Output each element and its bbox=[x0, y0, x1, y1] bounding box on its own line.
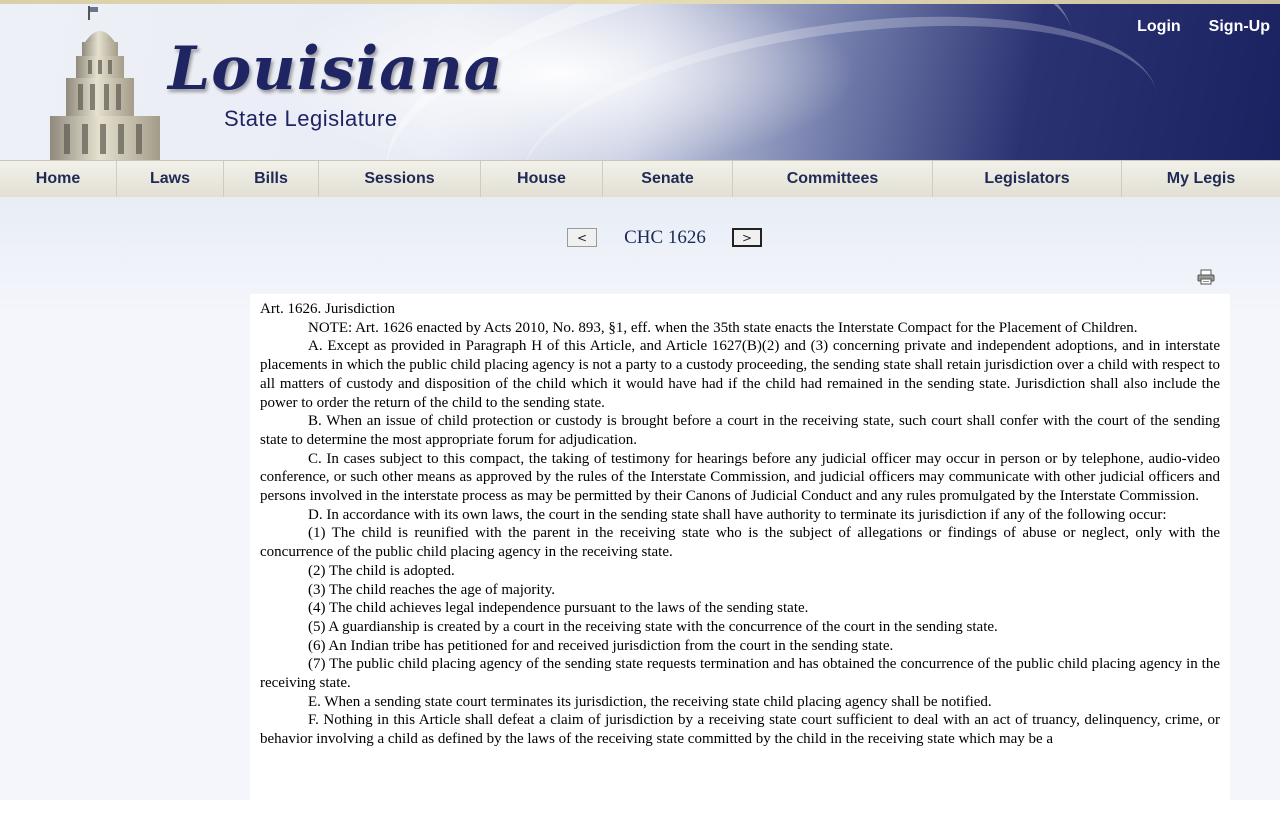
auth-links bbox=[1137, 18, 1270, 36]
paragraph-b: B. When an issue of child protection or custody is brought before a court in the receiving state, such court shall confer with the court of the sending state to determine the most appropriate forum for adjudication. bbox=[260, 413, 1220, 448]
subparagraph-d1: (1) The child is reunified with the parent in the receiving state who is the subject of allegations or findings of abuse or neglect, only with the concurrence of the public child placing agency in the receiving state. bbox=[260, 525, 1220, 561]
nav-my-legis[interactable]: My Legis bbox=[1166, 170, 1236, 187]
signup-link[interactable]: Sign-Up bbox=[1208, 18, 1270, 35]
article-note: NOTE: Art. 1626 enacted by Acts 2010, No. 893, §1, eff. when the 35th state enacts the Interstate Compact for the Placement of Children. bbox=[308, 319, 1138, 336]
nav-bills[interactable]: Bills bbox=[224, 161, 319, 197]
paragraph-a: A. Except as provided in Paragraph H of this Article, and Article 1627(B)(2) and (3) concerning private and independent adoptions, and in interstate placements in which the public child placing agency is not a party to a custody proceeding, the sending state shall retain jurisdiction over a child with respect to all matters of custody and disposition of the child which it would have had if the child had remained in the sending state. Jurisdiction shall also include the power to order the return of the child to the sending state. bbox=[260, 338, 1220, 411]
main-nav bbox=[0, 160, 1280, 198]
next-law-button[interactable]: > bbox=[732, 228, 762, 247]
nav-senate[interactable]: Senate bbox=[603, 161, 733, 197]
previous-law-button[interactable]: < bbox=[567, 228, 597, 247]
nav-committees[interactable]: Committees bbox=[733, 161, 933, 197]
nav-legislators[interactable]: Legislators bbox=[933, 161, 1122, 197]
paragraph-c: C. In cases subject to this compact, the taking of testimony for hearings before any judicial officer may occur in person or by telephone, audio-video conference, or such other means as approved by the rules of the Interstate Commission, and judicial officers may communicate with other judicial officers and persons involved in the interstate process as may be permitted by their Canons of Judicial Conduct and any rules promulgated by the Interstate Commission. bbox=[260, 450, 1220, 505]
subparagraph-d4: (4) The child achieves legal independence pursuant to the laws of the sending state. bbox=[308, 600, 809, 617]
logo-subtitle: State Legislature bbox=[224, 106, 398, 131]
logo-louisiana: Louisiana bbox=[168, 34, 504, 104]
header-banner bbox=[0, 4, 1280, 160]
law-citation-title: CHC 1626 bbox=[624, 227, 706, 248]
capitol-building-image bbox=[30, 4, 170, 160]
subparagraph-d2: (2) The child is adopted. bbox=[308, 562, 455, 579]
subparagraph-d5: (5) A guardianship is created by a court in the receiving state with the concurrence of the court in the sending state. bbox=[308, 618, 998, 635]
subparagraph-d7: (7) The public child placing agency of the sending state requests termination and has obtained the concurrence of the public child placing agency in the receiving state. bbox=[260, 656, 1220, 692]
paragraph-f: F. Nothing in this Article shall defeat a claim of jurisdiction by a receiving state court sufficient to deal with an act of truancy, delinquency, crime, or behavior involving a child as defined by the laws of the receiving state committed by the child in the receiving state which may be a bbox=[260, 712, 1220, 748]
subparagraph-d6: (6) An Indian tribe has petitioned for and received jurisdiction from the court in the sending state. bbox=[308, 637, 894, 654]
law-document bbox=[250, 294, 1230, 814]
article-heading: Art. 1626. Jurisdiction bbox=[260, 301, 395, 317]
page-content bbox=[0, 197, 1280, 800]
nav-laws[interactable]: Laws bbox=[117, 161, 224, 197]
paragraph-d: D. In accordance with its own laws, the court in the sending state shall have authority to terminate its jurisdiction if any of the following occur: bbox=[308, 506, 1167, 523]
print-icon[interactable] bbox=[1197, 269, 1215, 285]
nav-house[interactable]: House bbox=[481, 161, 603, 197]
login-link[interactable]: Login bbox=[1137, 18, 1181, 35]
nav-sessions[interactable]: Sessions bbox=[319, 161, 481, 197]
nav-home[interactable]: Home bbox=[0, 161, 117, 197]
subparagraph-d3: (3) The child reaches the age of majority. bbox=[308, 581, 555, 598]
paragraph-e: E. When a sending state court terminates its jurisdiction, the receiving state child placing agency shall be notified. bbox=[308, 693, 992, 710]
law-pager bbox=[0, 227, 1280, 251]
